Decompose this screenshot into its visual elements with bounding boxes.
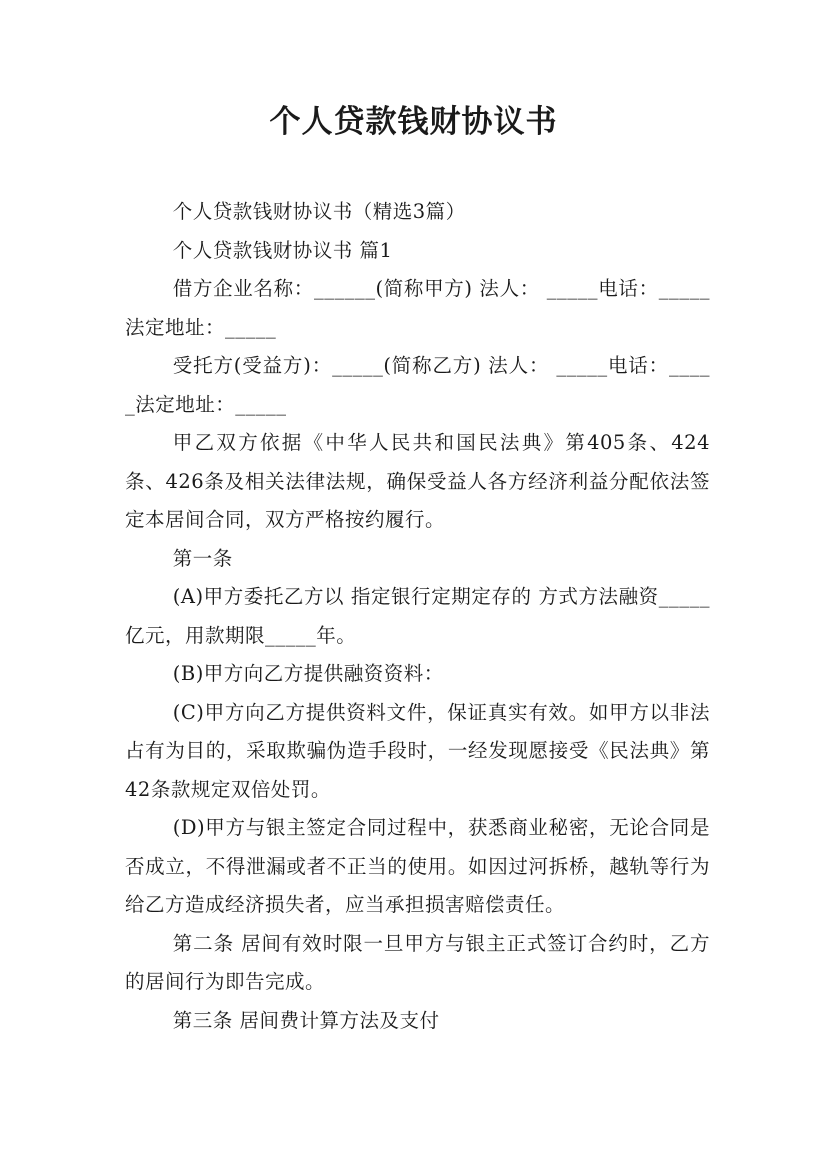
paragraph-clause-d: (D)甲方与银主签定合同过程中，获悉商业秘密，无论合同是否成立，不得泄漏或者不正当的使用。如因过河拆桥，越轨等行为给乙方造成经济损失者，应当承担损害赔偿责任。	[125, 816, 710, 916]
paragraph-article-2: 第二条 居间有效时限一旦甲方与银主正式签订合约时，乙方的居间行为即告完成。	[125, 931, 710, 993]
paragraph-borrower-info: 借方企业名称：______(简称甲方) 法人： _____电话：_____法定地址：_____	[125, 277, 710, 339]
paragraph-clause-c: (C)甲方向乙方提供资料文件，保证真实有效。如甲方以非法占有为目的，采取欺骗伪造手段时，一经发现愿接受《民法典》第42条款规定双倍处罚。	[125, 700, 710, 801]
paragraph-preamble: 甲乙双方依据《中华人民共和国民法典》第405条、424条、426条及相关法律法规，确保受益人各方经济利益分配依法签定本居间合同，双方严格按约履行。	[125, 431, 710, 531]
paragraph-clause-b: (B)甲方向乙方提供融资资料：	[172, 662, 444, 685]
paragraph-section-heading: 个人贷款钱财协议书 篇1	[172, 238, 393, 262]
paragraph-article-1-heading: 第一条	[172, 546, 233, 570]
document-body	[125, 193, 710, 1040]
paragraph-subtitle: 个人贷款钱财协议书（精选3篇）	[172, 200, 466, 223]
paragraph-article-3: 第三条 居间费计算方法及支付	[172, 1008, 440, 1032]
paragraph-trustee-info: 受托方(受益方)：_____(简称乙方) 法人： _____电话：_____法定地址：_____	[125, 354, 710, 416]
paragraph-clause-a: (A)甲方委托乙方以 指定银行定期定存的 方式方法融资_____亿元，用款期限_____年。	[125, 585, 710, 647]
document-title: 个人贷款钱财协议书	[269, 104, 558, 140]
